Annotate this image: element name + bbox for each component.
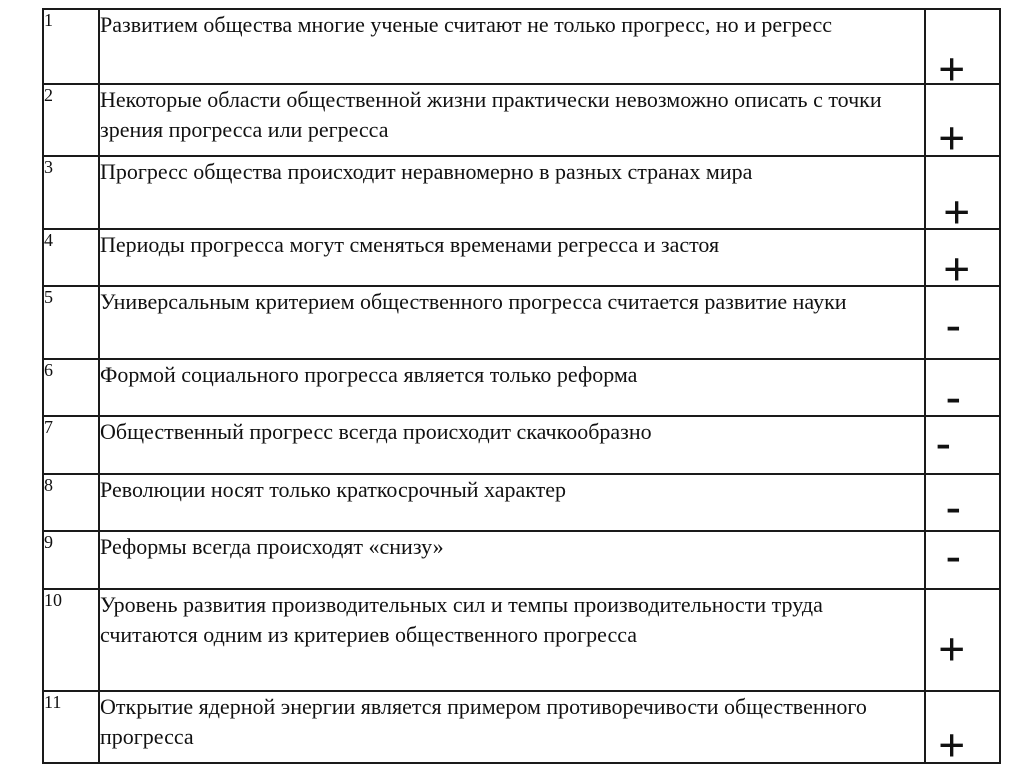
table-row: [43, 156, 1000, 229]
row-number: 4: [43, 229, 99, 286]
statement-text: Общественный прогресс всегда происходит скачкообразно: [99, 416, 925, 474]
plus-mark: +: [938, 43, 966, 96]
row-number: 1: [43, 9, 99, 84]
statements-table: [42, 8, 1001, 772]
minus-mark: -: [946, 482, 961, 531]
row-number: 5: [43, 286, 99, 359]
table-row: [43, 691, 1000, 763]
table-row: [43, 84, 1000, 156]
table-row: [43, 359, 1000, 416]
statement-text: Формой социального прогресса является только реформа: [99, 359, 925, 416]
table-row: [43, 9, 1000, 84]
row-number: 6: [43, 359, 99, 416]
table-row: [43, 531, 1000, 589]
plus-mark: +: [943, 243, 971, 296]
minus-mark: -: [936, 418, 951, 467]
statement-text: Открытие ядерной энергии является примером противоречивости общественного прогресса: [99, 691, 925, 763]
row-number: 3: [43, 156, 99, 229]
table-row: [43, 416, 1000, 474]
table-row: [43, 589, 1000, 691]
statement-text: Реформы всегда происходят «снизу»: [99, 531, 925, 589]
row-number: 10: [43, 589, 99, 691]
table-row: [43, 286, 1000, 359]
table-row: [43, 474, 1000, 531]
minus-mark: -: [946, 372, 961, 421]
plus-mark: +: [943, 186, 971, 239]
row-number: 8: [43, 474, 99, 531]
row-number: 9: [43, 531, 99, 589]
table-row: [43, 229, 1000, 286]
plus-mark: +: [938, 623, 966, 676]
plus-mark: +: [938, 112, 966, 165]
statement-text: Некоторые области общественной жизни практически невозможно описать с точки зрения прогресса или регресса: [99, 84, 925, 156]
statement-text: Прогресс общества происходит неравномерно в разных странах мира: [99, 156, 925, 229]
statement-text: Революции носят только краткосрочный характер: [99, 474, 925, 531]
row-number: 7: [43, 416, 99, 474]
statement-text: Уровень развития производительных сил и темпы производительности труда считаются одним из критериев общественного прогресса: [99, 589, 925, 691]
minus-mark: -: [946, 300, 961, 349]
row-number: 11: [43, 691, 99, 763]
row-number: 2: [43, 84, 99, 156]
minus-mark: -: [946, 531, 961, 580]
plus-mark: +: [938, 719, 966, 772]
statement-text: Периоды прогресса могут сменяться временами регресса и застоя: [99, 229, 925, 286]
statement-text: Развитием общества многие ученые считают не только прогресс, но и регресс: [99, 9, 925, 84]
statement-text: Универсальным критерием общественного прогресса считается развитие науки: [99, 286, 925, 359]
